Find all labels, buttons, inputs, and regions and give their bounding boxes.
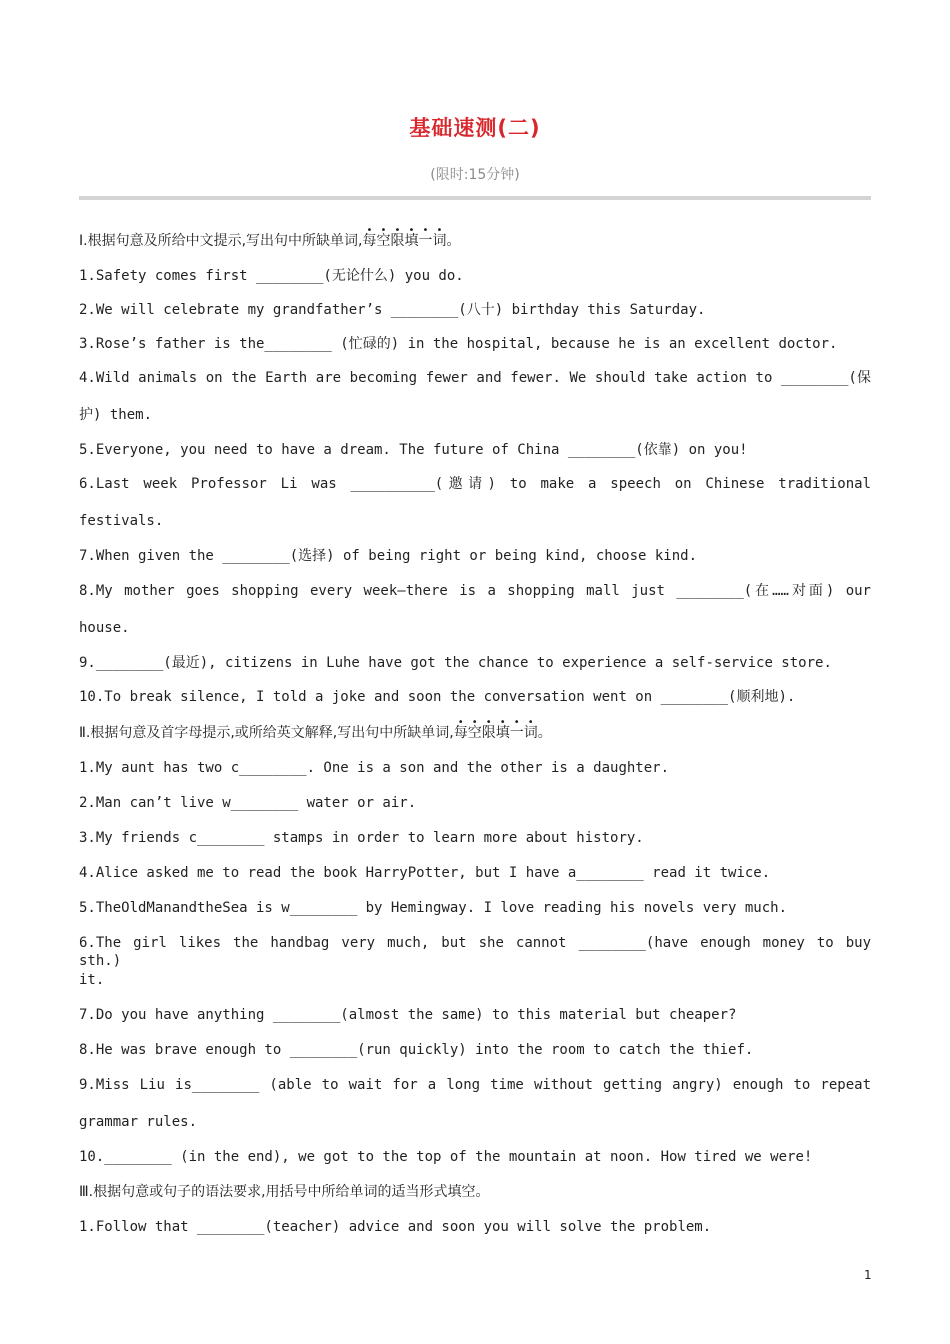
question-line: 4.Alice asked me to read the book HarryPotter, but I have a________ read it twice. xyxy=(79,865,771,881)
question-line: 3.Rose’s father is the________ (忙碌的) in the hospital, because he is an excellent doctor. xyxy=(79,336,838,352)
question-line: it. xyxy=(79,972,105,988)
question-line: 5.Everyone, you need to have a dream. The future of China ________(依靠) on you! xyxy=(79,442,748,458)
page-title: 基础速测(二) xyxy=(409,116,541,140)
time-limit: (限时:15分钟) xyxy=(430,167,520,183)
question-line: 1.Follow that ________(teacher) advice and soon you will solve the problem. xyxy=(79,1219,712,1235)
worksheet-content xyxy=(79,232,871,1236)
question-line: 8.He was brave enough to ________(run quickly) into the room to catch the thief. xyxy=(79,1042,754,1058)
question-line: 6.Last week Professor Li was __________(邀请) to make a speech on Chinese traditional xyxy=(79,476,871,492)
question-line: 10.________ (in the end), we got to the top of the mountain at noon. How tired we were! xyxy=(79,1149,813,1165)
question-line: festivals. xyxy=(79,513,164,529)
question-line: 10.To break silence, I told a joke and soon the conversation went on ________(顺利地). xyxy=(79,689,796,705)
question-line: 8.My mother goes shopping every week—there is a shopping mall just ________(在……对面) our xyxy=(79,583,871,599)
question-line: 9.Miss Liu is________ (able to wait for a long time without getting angry) enough to repeat xyxy=(79,1077,871,1093)
question-line: 5.TheOldManandtheSea is w________ by Hemingway. I love reading his novels very much. xyxy=(79,900,788,916)
section-2-header: Ⅱ.根据句意及首字母提示,或所给英文解释,写出句中所缺单词,每空限填一词。 xyxy=(79,725,552,741)
question-line: 7.Do you have anything ________(almost the same) to this material but cheaper? xyxy=(79,1007,737,1023)
section-3-header: Ⅲ.根据句意或句子的语法要求,用括号中所给单词的适当形式填空。 xyxy=(79,1184,490,1200)
section-1-header: Ⅰ.根据句意及所给中文提示,写出句中所缺单词,每空限填一词。 xyxy=(79,233,461,249)
question-line: 7.When given the ________(选择) of being right or being kind, choose kind. xyxy=(79,548,698,564)
question-line: 1.My aunt has two c________. One is a son and the other is a daughter. xyxy=(79,760,670,776)
page-number: 1 xyxy=(864,1268,872,1282)
question-line: house. xyxy=(79,620,130,636)
question-line: 3.My friends c________ stamps in order to learn more about history. xyxy=(79,830,644,846)
question-line: 2.We will celebrate my grandfather’s ________(八十) birthday this Saturday. xyxy=(79,302,706,318)
question-line: 1.Safety comes first ________(无论什么) you do. xyxy=(79,268,464,284)
question-line: 2.Man can’t live w________ water or air. xyxy=(79,795,417,811)
question-line: 9.________(最近), citizens in Luhe have got the chance to experience a self-service store. xyxy=(79,655,832,671)
question-line: 4.Wild animals on the Earth are becoming fewer and fewer. We should take action to ________(保 xyxy=(79,370,871,386)
divider xyxy=(79,196,871,200)
question-line: 6.The girl likes the handbag very much, but she cannot ________(have enough money to buy sth.) xyxy=(79,935,871,969)
question-line: grammar rules. xyxy=(79,1114,198,1130)
question-line: 护) them. xyxy=(79,407,153,423)
